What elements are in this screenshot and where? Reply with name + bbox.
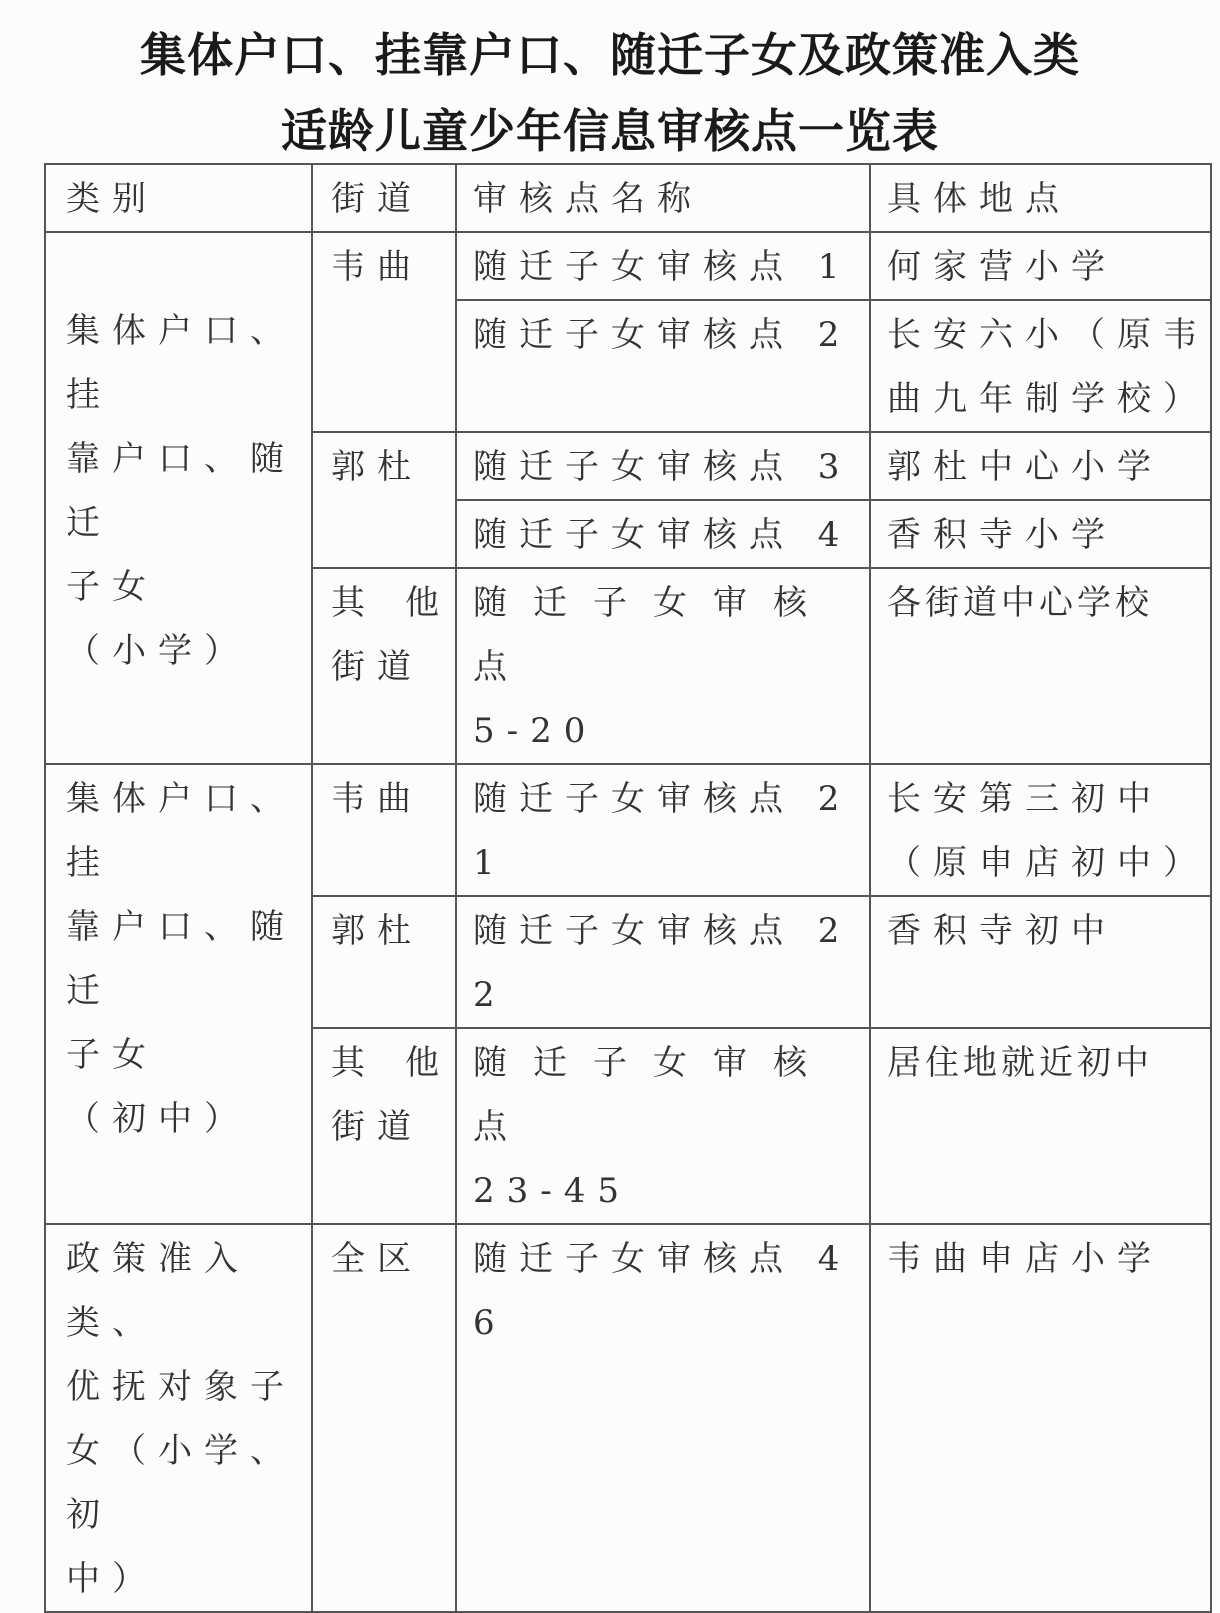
location-cell: 香积寺小学 bbox=[870, 500, 1211, 568]
location-cell: 香积寺初中 bbox=[870, 896, 1211, 1028]
header-street: 街道 bbox=[312, 164, 456, 232]
point-name-cell: 随迁子女审核点 22 bbox=[456, 896, 870, 1028]
street-cell: 全区 bbox=[312, 1224, 456, 1612]
street-cell: 郭杜 bbox=[312, 432, 456, 568]
header-point-name: 审核点名称 bbox=[456, 164, 870, 232]
street-cell: 韦曲 bbox=[312, 764, 456, 896]
point-name-cell: 随迁子女审核点 46 bbox=[456, 1224, 870, 1612]
street-cell: 其 他 街道 bbox=[312, 568, 456, 764]
location-cell: 长安六小（原韦曲九年制学校） bbox=[870, 300, 1211, 432]
document-title-line1: 集体户口、挂靠户口、随迁子女及政策准入类 bbox=[140, 28, 1080, 82]
category-cell-policy: 政策准入类、 优抚对象子 女（小学、初 中） bbox=[45, 1224, 312, 1612]
point-name-cell: 随迁子女审核点 3 bbox=[456, 432, 870, 500]
review-points-table bbox=[44, 163, 1212, 1613]
location-cell: 韦曲申店小学 bbox=[870, 1224, 1211, 1612]
header-location: 具体地点 bbox=[870, 164, 1211, 232]
header-category: 类别 bbox=[45, 164, 312, 232]
street-cell: 韦曲 bbox=[312, 232, 456, 432]
point-name-cell: 随迁子女审核点 1 bbox=[456, 232, 870, 300]
point-name-cell: 随迁子女审核点 4 bbox=[456, 500, 870, 568]
street-cell: 其 他 街道 bbox=[312, 1028, 456, 1224]
location-cell: 居住地就近初中 bbox=[870, 1028, 1211, 1224]
location-cell: 长安第三初中 （原申店初中） bbox=[870, 764, 1211, 896]
category-cell-primary: 集体户口、挂 靠户口、随迁 子女 （小学） bbox=[45, 232, 312, 764]
location-cell: 各街道中心学校 bbox=[870, 568, 1211, 764]
location-cell: 郭杜中心小学 bbox=[870, 432, 1211, 500]
table-row bbox=[45, 232, 1211, 300]
location-cell: 何家营小学 bbox=[870, 232, 1211, 300]
street-cell: 郭杜 bbox=[312, 896, 456, 1028]
table-row bbox=[45, 764, 1211, 896]
table-header-row bbox=[45, 164, 1211, 232]
document-title-line2: 适龄儿童少年信息审核点一览表 bbox=[281, 104, 939, 158]
category-cell-middle: 集体户口、挂 靠户口、随迁 子女 （初中） bbox=[45, 764, 312, 1224]
point-name-cell: 随迁子女审核点 23-45 bbox=[456, 1028, 870, 1224]
point-name-cell: 随迁子女审核点 5-20 bbox=[456, 568, 870, 764]
point-name-cell: 随迁子女审核点 21 bbox=[456, 764, 870, 896]
point-name-cell: 随迁子女审核点 2 bbox=[456, 300, 870, 432]
table-row bbox=[45, 1224, 1211, 1612]
